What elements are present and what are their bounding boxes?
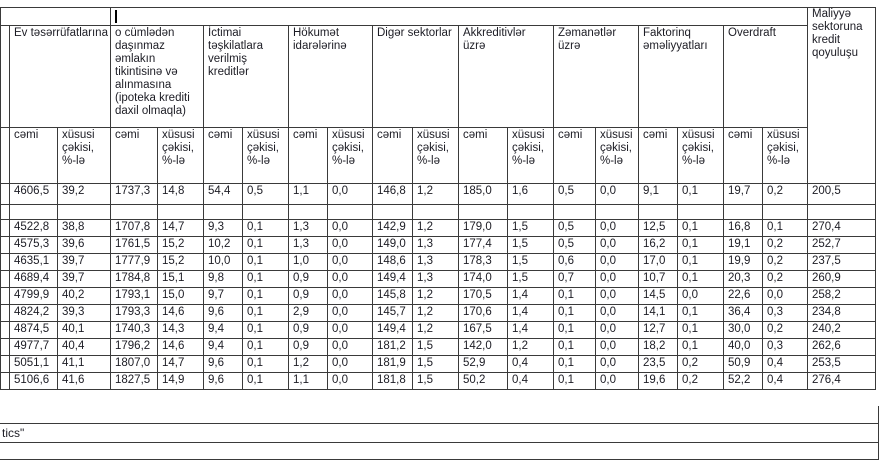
top-cell-with-cursor[interactable] <box>111 8 808 26</box>
data-cell[interactable]: 0,0 <box>596 220 639 237</box>
data-cell[interactable]: 39,6 <box>58 237 111 254</box>
data-cell[interactable]: 0,0 <box>328 237 373 254</box>
data-cell[interactable]: 4635,1 <box>10 254 58 271</box>
data-cell[interactable]: 0,0 <box>596 271 639 288</box>
data-cell[interactable]: 0,0 <box>763 288 808 305</box>
data-cell[interactable]: 1,3 <box>413 271 459 288</box>
data-cell[interactable]: 167,5 <box>459 322 508 339</box>
text-cursor <box>115 10 117 23</box>
data-cell[interactable]: 1,5 <box>413 356 459 373</box>
data-cell[interactable] <box>58 205 111 220</box>
subheader-cemi-overdraft[interactable]: cəmi <box>724 128 763 184</box>
data-cell[interactable]: 0,2 <box>678 373 724 390</box>
data-cell[interactable]: 41,1 <box>58 356 111 373</box>
source-note: tics" <box>2 426 25 440</box>
data-cell[interactable]: 0,0 <box>328 271 373 288</box>
data-cell[interactable]: 177,4 <box>459 237 508 254</box>
cut-column-cell[interactable] <box>1 205 10 220</box>
col-group-header-ictimai[interactable]: İctimai təşkilatlara verilmiş kreditlər <box>204 26 289 128</box>
data-cell[interactable]: 0,1 <box>554 305 596 322</box>
data-cell[interactable]: 0,5 <box>554 237 596 254</box>
cut-column-cell[interactable] <box>1 237 10 254</box>
data-cell[interactable]: 0,1 <box>678 305 724 322</box>
data-cell[interactable]: 40,0 <box>724 339 763 356</box>
data-cell[interactable]: 174,0 <box>459 271 508 288</box>
data-cell[interactable]: 0,9 <box>289 322 328 339</box>
data-cell[interactable]: 0,1 <box>243 271 289 288</box>
data-cell[interactable]: 0,1 <box>243 356 289 373</box>
data-cell[interactable]: 9,6 <box>204 373 243 390</box>
cut-column-cell[interactable] <box>1 254 10 271</box>
table-row <box>1 184 876 205</box>
data-cell[interactable]: 1807,0 <box>111 356 158 373</box>
data-cell[interactable]: 1784,8 <box>111 271 158 288</box>
data-cell[interactable]: 4575,3 <box>10 237 58 254</box>
data-cell[interactable]: 1827,5 <box>111 373 158 390</box>
data-cell[interactable]: 270,4 <box>808 220 876 237</box>
data-cell[interactable]: 52,2 <box>724 373 763 390</box>
data-cell[interactable]: 0,3 <box>763 305 808 322</box>
data-cell[interactable]: 0,4 <box>763 356 808 373</box>
data-cell[interactable]: 1,5 <box>508 237 554 254</box>
data-cell[interactable]: 0,0 <box>596 339 639 356</box>
data-cell[interactable]: 0,0 <box>596 288 639 305</box>
data-cell[interactable]: 15,2 <box>158 237 204 254</box>
data-cell[interactable]: 1,4 <box>508 305 554 322</box>
data-cell[interactable]: 1,2 <box>413 184 459 205</box>
blank-row <box>1 205 876 220</box>
data-cell[interactable]: 0,5 <box>554 220 596 237</box>
col-group-header-akkreditiv[interactable]: Akkreditivlər üzrə <box>459 26 554 128</box>
data-cell[interactable]: 0,1 <box>554 288 596 305</box>
data-cell[interactable]: 0,1 <box>243 322 289 339</box>
data-cell[interactable]: 16,2 <box>639 237 678 254</box>
data-cell[interactable]: 258,2 <box>808 288 876 305</box>
table-row <box>1 322 876 339</box>
data-cell[interactable]: 0,0 <box>596 356 639 373</box>
data-cell[interactable]: 14,1 <box>639 305 678 322</box>
data-cell[interactable] <box>508 205 554 220</box>
data-cell[interactable]: 170,6 <box>459 305 508 322</box>
data-cell[interactable]: 39,7 <box>58 254 111 271</box>
col-group-header-faktorinq[interactable]: Faktorinq əməliyyatları <box>639 26 724 128</box>
data-cell[interactable]: 0,1 <box>678 322 724 339</box>
data-cell[interactable] <box>763 205 808 220</box>
data-cell[interactable]: 0,1 <box>678 254 724 271</box>
cut-column-cell[interactable] <box>1 339 10 356</box>
table-row <box>1 271 876 288</box>
data-cell[interactable]: 1,2 <box>413 322 459 339</box>
data-cell[interactable]: 0,5 <box>554 184 596 205</box>
data-cell[interactable]: 178,3 <box>459 254 508 271</box>
data-cell[interactable]: 50,9 <box>724 356 763 373</box>
data-cell[interactable]: 0,2 <box>763 254 808 271</box>
data-cell[interactable]: 142,9 <box>373 220 413 237</box>
data-cell[interactable]: 1793,3 <box>111 305 158 322</box>
data-cell[interactable]: 19,6 <box>639 373 678 390</box>
data-cell[interactable]: 0,1 <box>243 237 289 254</box>
data-cell[interactable]: 0,0 <box>328 322 373 339</box>
data-cell[interactable] <box>10 205 58 220</box>
data-cell[interactable]: 1,0 <box>289 254 328 271</box>
data-cell[interactable]: 181,8 <box>373 373 413 390</box>
subheader-xususi-ev[interactable]: xüsusi çəkisi, %-lə <box>58 128 111 184</box>
footer-empty-row <box>0 442 879 460</box>
data-cell[interactable]: 12,7 <box>639 322 678 339</box>
data-cell[interactable]: 0,1 <box>243 373 289 390</box>
subheader-cemi-faktorinq[interactable]: cəmi <box>639 128 678 184</box>
data-cell[interactable]: 260,9 <box>808 271 876 288</box>
data-cell[interactable]: 0,0 <box>328 220 373 237</box>
subheader-xususi-faktorinq[interactable]: xüsusi çəkisi, %-lə <box>678 128 724 184</box>
subheader-cemi-hokumet[interactable]: cəmi <box>289 128 328 184</box>
data-cell[interactable]: 1793,1 <box>111 288 158 305</box>
subheader-xususi-ipoteka[interactable]: xüsusi çəkisi, %-lə <box>158 128 204 184</box>
table-row <box>1 254 876 271</box>
data-cell[interactable]: 14,6 <box>158 339 204 356</box>
data-cell[interactable]: 9,6 <box>204 356 243 373</box>
subheader-xususi-hokumet[interactable]: xüsusi çəkisi, %-lə <box>328 128 373 184</box>
data-cell[interactable]: 185,0 <box>459 184 508 205</box>
subheader-cemi-zemanet[interactable]: cəmi <box>554 128 596 184</box>
data-cell[interactable]: 1,2 <box>289 356 328 373</box>
table-row <box>1 339 876 356</box>
data-cell[interactable]: 52,9 <box>459 356 508 373</box>
subheader-xususi-diger[interactable]: xüsusi çəkisi, %-lə <box>413 128 459 184</box>
data-cell[interactable]: 0,0 <box>328 339 373 356</box>
data-cell[interactable] <box>111 205 158 220</box>
data-cell[interactable]: 14,3 <box>158 322 204 339</box>
data-cell[interactable]: 0,0 <box>328 254 373 271</box>
data-cell[interactable]: 181,2 <box>373 339 413 356</box>
data-cell[interactable]: 1,2 <box>413 305 459 322</box>
cut-column-cell[interactable] <box>1 373 10 390</box>
data-cell[interactable] <box>373 205 413 220</box>
data-cell[interactable]: 14,7 <box>158 220 204 237</box>
data-cell[interactable]: 253,5 <box>808 356 876 373</box>
data-cell[interactable]: 1,2 <box>413 220 459 237</box>
data-cell[interactable]: 145,8 <box>373 288 413 305</box>
data-cell[interactable]: 38,8 <box>58 220 111 237</box>
data-cell[interactable]: 2,9 <box>289 305 328 322</box>
data-cell[interactable]: 234,8 <box>808 305 876 322</box>
data-cell[interactable]: 1,5 <box>413 373 459 390</box>
data-cell[interactable]: 9,4 <box>204 322 243 339</box>
data-cell[interactable]: 0,9 <box>289 271 328 288</box>
data-cell[interactable]: 179,0 <box>459 220 508 237</box>
data-cell[interactable] <box>724 205 763 220</box>
data-cell[interactable]: 40,2 <box>58 288 111 305</box>
data-cell[interactable]: 0,3 <box>763 339 808 356</box>
subheader-cemi-ipoteka[interactable]: cəmi <box>111 128 158 184</box>
data-cell[interactable]: 10,7 <box>639 271 678 288</box>
data-cell[interactable]: 4522,8 <box>10 220 58 237</box>
data-cell[interactable]: 0,5 <box>243 184 289 205</box>
data-cell[interactable]: 1,2 <box>508 339 554 356</box>
credit-statistics-table <box>0 7 876 390</box>
data-cell[interactable]: 0,0 <box>328 288 373 305</box>
subheader-xususi-ictimai[interactable]: xüsusi çəkisi, %-lə <box>243 128 289 184</box>
data-cell[interactable] <box>678 205 724 220</box>
data-cell[interactable]: 1,2 <box>413 288 459 305</box>
data-cell[interactable]: 39,2 <box>58 184 111 205</box>
cut-column-cell[interactable] <box>1 271 10 288</box>
cut-column-cell[interactable] <box>1 26 10 128</box>
data-cell[interactable]: 0,1 <box>678 220 724 237</box>
data-cell[interactable]: 20,3 <box>724 271 763 288</box>
data-cell[interactable]: 1,5 <box>413 339 459 356</box>
data-cell[interactable]: 0,1 <box>243 220 289 237</box>
data-cell[interactable]: 146,8 <box>373 184 413 205</box>
data-cell[interactable]: 0,1 <box>243 339 289 356</box>
data-cell[interactable]: 0,1 <box>678 184 724 205</box>
data-cell[interactable]: 10,0 <box>204 254 243 271</box>
data-cell[interactable]: 4606,5 <box>10 184 58 205</box>
data-cell[interactable]: 10,2 <box>204 237 243 254</box>
data-cell[interactable]: 54,4 <box>204 184 243 205</box>
table-row <box>1 356 876 373</box>
data-cell[interactable]: 0,9 <box>289 339 328 356</box>
data-cell[interactable]: 15,0 <box>158 288 204 305</box>
col-group-header-zemanet[interactable]: Zəmanətlər üzrə <box>554 26 639 128</box>
col-group-header-ev[interactable]: Ev təsərrüfatlarına <box>10 26 111 128</box>
data-cell[interactable]: 40,1 <box>58 322 111 339</box>
data-cell[interactable]: 149,0 <box>373 237 413 254</box>
data-cell[interactable]: 1,5 <box>508 271 554 288</box>
data-cell[interactable]: 1,3 <box>289 220 328 237</box>
data-cell[interactable]: 0,0 <box>328 184 373 205</box>
data-cell[interactable]: 0,0 <box>328 373 373 390</box>
data-cell[interactable]: 0,0 <box>596 254 639 271</box>
subheader-xususi-akkreditiv[interactable]: xüsusi çəkisi, %-lə <box>508 128 554 184</box>
data-cell[interactable]: 9,8 <box>204 271 243 288</box>
data-cell[interactable]: 240,2 <box>808 322 876 339</box>
data-cell[interactable]: 0,2 <box>763 237 808 254</box>
data-cell[interactable]: 1,4 <box>508 322 554 339</box>
data-cell[interactable]: 16,8 <box>724 220 763 237</box>
data-cell[interactable]: 14,6 <box>158 305 204 322</box>
data-cell[interactable]: 39,3 <box>58 305 111 322</box>
table-row <box>1 373 876 390</box>
data-cell[interactable]: 14,5 <box>639 288 678 305</box>
data-cell[interactable]: 30,0 <box>724 322 763 339</box>
data-cell[interactable]: 1,4 <box>508 288 554 305</box>
data-cell[interactable] <box>639 205 678 220</box>
data-cell[interactable]: 5106,6 <box>10 373 58 390</box>
data-cell[interactable]: 0,1 <box>554 356 596 373</box>
data-cell[interactable]: 0,1 <box>243 254 289 271</box>
cut-column-cell[interactable] <box>1 305 10 322</box>
col-group-header-ipoteka[interactable]: o cümlədən daşınmaz əmlakın tikintisinə və alınmasına (ipoteka krediti daxil olmaqla) <box>111 26 204 128</box>
table-row <box>1 305 876 322</box>
data-cell[interactable]: 142,0 <box>459 339 508 356</box>
data-cell[interactable]: 14,9 <box>158 373 204 390</box>
data-cell[interactable]: 0,2 <box>763 271 808 288</box>
data-cell[interactable]: 0,1 <box>678 339 724 356</box>
data-cell[interactable]: 18,2 <box>639 339 678 356</box>
data-cell[interactable]: 15,2 <box>158 254 204 271</box>
data-cell[interactable]: 9,6 <box>204 305 243 322</box>
data-cell[interactable]: 170,5 <box>459 288 508 305</box>
data-cell[interactable]: 0,1 <box>554 322 596 339</box>
cut-column-cell[interactable] <box>1 184 10 205</box>
data-cell[interactable]: 149,4 <box>373 322 413 339</box>
data-cell[interactable] <box>289 205 328 220</box>
data-cell[interactable]: 9,1 <box>639 184 678 205</box>
data-cell[interactable]: 0,0 <box>328 356 373 373</box>
data-cell[interactable]: 19,7 <box>724 184 763 205</box>
data-cell[interactable]: 1,1 <box>289 373 328 390</box>
data-cell[interactable]: 0,4 <box>508 373 554 390</box>
data-cell[interactable]: 4977,7 <box>10 339 58 356</box>
subheader-cemi-ictimai[interactable]: cəmi <box>204 128 243 184</box>
data-cell[interactable] <box>413 205 459 220</box>
data-cell[interactable]: 0,1 <box>243 288 289 305</box>
data-cell[interactable]: 1761,5 <box>111 237 158 254</box>
data-cell[interactable]: 1,5 <box>508 254 554 271</box>
cut-column-cell[interactable] <box>1 322 10 339</box>
data-cell[interactable]: 0,0 <box>596 373 639 390</box>
data-cell[interactable]: 4799,9 <box>10 288 58 305</box>
data-cell[interactable]: 1737,3 <box>111 184 158 205</box>
subheader-cemi-diger[interactable]: cəmi <box>373 128 413 184</box>
data-cell[interactable]: 9,4 <box>204 339 243 356</box>
data-cell[interactable]: 1,3 <box>413 254 459 271</box>
data-cell[interactable]: 1796,2 <box>111 339 158 356</box>
data-cell[interactable]: 0,2 <box>763 322 808 339</box>
data-cell[interactable]: 1707,8 <box>111 220 158 237</box>
data-cell[interactable]: 0,4 <box>508 356 554 373</box>
data-cell[interactable]: 1,3 <box>413 237 459 254</box>
data-cell[interactable]: 145,7 <box>373 305 413 322</box>
subheader-cemi-akkreditiv[interactable]: cəmi <box>459 128 508 184</box>
col-group-header-maliyye[interactable]: Maliyyə sektoruna kredit qoyuluşu <box>808 8 876 184</box>
data-cell[interactable] <box>459 205 508 220</box>
data-cell[interactable]: 9,7 <box>204 288 243 305</box>
data-cell[interactable]: 0,0 <box>328 305 373 322</box>
data-cell[interactable]: 5051,1 <box>10 356 58 373</box>
data-cell[interactable]: 276,4 <box>808 373 876 390</box>
data-cell[interactable]: 39,7 <box>58 271 111 288</box>
data-cell[interactable]: 148,6 <box>373 254 413 271</box>
data-cell[interactable]: 1,3 <box>289 237 328 254</box>
data-cell[interactable]: 14,8 <box>158 184 204 205</box>
data-cell[interactable]: 237,5 <box>808 254 876 271</box>
data-cell[interactable]: 0,7 <box>554 271 596 288</box>
data-cell[interactable]: 200,5 <box>808 184 876 205</box>
data-cell[interactable]: 0,0 <box>596 322 639 339</box>
data-cell[interactable]: 1777,9 <box>111 254 158 271</box>
data-cell[interactable]: 0,1 <box>763 220 808 237</box>
data-cell[interactable]: 0,0 <box>596 237 639 254</box>
source-note-row <box>0 423 879 442</box>
data-cell[interactable]: 40,4 <box>58 339 111 356</box>
data-cell[interactable]: 0,6 <box>554 254 596 271</box>
subheader-cemi-ev[interactable]: cəmi <box>10 128 58 184</box>
data-cell[interactable]: 19,1 <box>724 237 763 254</box>
data-cell[interactable] <box>328 205 373 220</box>
data-cell[interactable]: 262,6 <box>808 339 876 356</box>
data-cell[interactable]: 0,1 <box>554 373 596 390</box>
data-cell[interactable]: 23,5 <box>639 356 678 373</box>
data-cell[interactable] <box>204 205 243 220</box>
data-cell[interactable]: 0,4 <box>763 373 808 390</box>
data-cell[interactable]: 1,5 <box>508 220 554 237</box>
data-cell[interactable]: 12,5 <box>639 220 678 237</box>
col-group-header-diger[interactable]: Digər sektorlar <box>373 26 459 128</box>
data-cell[interactable]: 4689,4 <box>10 271 58 288</box>
data-cell[interactable]: 50,2 <box>459 373 508 390</box>
data-cell[interactable]: 0,0 <box>678 288 724 305</box>
data-cell[interactable]: 149,4 <box>373 271 413 288</box>
data-cell[interactable]: 19,9 <box>724 254 763 271</box>
data-cell[interactable]: 15,1 <box>158 271 204 288</box>
cut-column-cell[interactable] <box>1 288 10 305</box>
col-group-header-hokumet[interactable]: Hökumət idarələrinə <box>289 26 373 128</box>
data-cell[interactable]: 14,7 <box>158 356 204 373</box>
data-cell[interactable]: 1,6 <box>508 184 554 205</box>
data-cell[interactable]: 0,9 <box>289 288 328 305</box>
data-cell[interactable]: 9,3 <box>204 220 243 237</box>
data-cell[interactable]: 41,6 <box>58 373 111 390</box>
table-row <box>1 220 876 237</box>
data-cell[interactable]: 0,0 <box>596 305 639 322</box>
data-cell[interactable]: 0,1 <box>554 339 596 356</box>
top-empty-cell-left[interactable] <box>1 8 111 26</box>
cut-column-cell[interactable] <box>1 128 10 184</box>
data-cell[interactable]: 17,0 <box>639 254 678 271</box>
data-cell[interactable]: 252,7 <box>808 237 876 254</box>
data-cell[interactable]: 0,2 <box>678 356 724 373</box>
data-cell[interactable] <box>596 205 639 220</box>
data-cell[interactable]: 4874,5 <box>10 322 58 339</box>
subheader-xususi-zemanet[interactable]: xüsusi çəkisi, %-lə <box>596 128 639 184</box>
data-cell[interactable]: 4824,2 <box>10 305 58 322</box>
data-cell[interactable]: 0,1 <box>678 271 724 288</box>
data-cell[interactable] <box>554 205 596 220</box>
data-cell[interactable] <box>243 205 289 220</box>
data-cell[interactable]: 0,1 <box>678 237 724 254</box>
data-cell[interactable]: 36,4 <box>724 305 763 322</box>
data-cell[interactable] <box>808 205 876 220</box>
col-group-header-overdraft[interactable]: Overdraft <box>724 26 808 128</box>
cut-column-cell[interactable] <box>1 220 10 237</box>
subheader-xususi-overdraft[interactable]: xüsusi çəkisi, %-lə <box>763 128 808 184</box>
cut-column-cell[interactable] <box>1 356 10 373</box>
data-cell[interactable]: 0,0 <box>596 184 639 205</box>
data-cell[interactable]: 1740,3 <box>111 322 158 339</box>
table-row <box>1 288 876 305</box>
data-cell[interactable]: 0,2 <box>763 184 808 205</box>
data-cell[interactable] <box>158 205 204 220</box>
footer-gap-row <box>0 406 879 423</box>
table-row <box>1 237 876 254</box>
data-cell[interactable]: 181,9 <box>373 356 413 373</box>
data-cell[interactable]: 22,6 <box>724 288 763 305</box>
data-cell[interactable]: 1,1 <box>289 184 328 205</box>
data-cell[interactable]: 0,1 <box>243 305 289 322</box>
